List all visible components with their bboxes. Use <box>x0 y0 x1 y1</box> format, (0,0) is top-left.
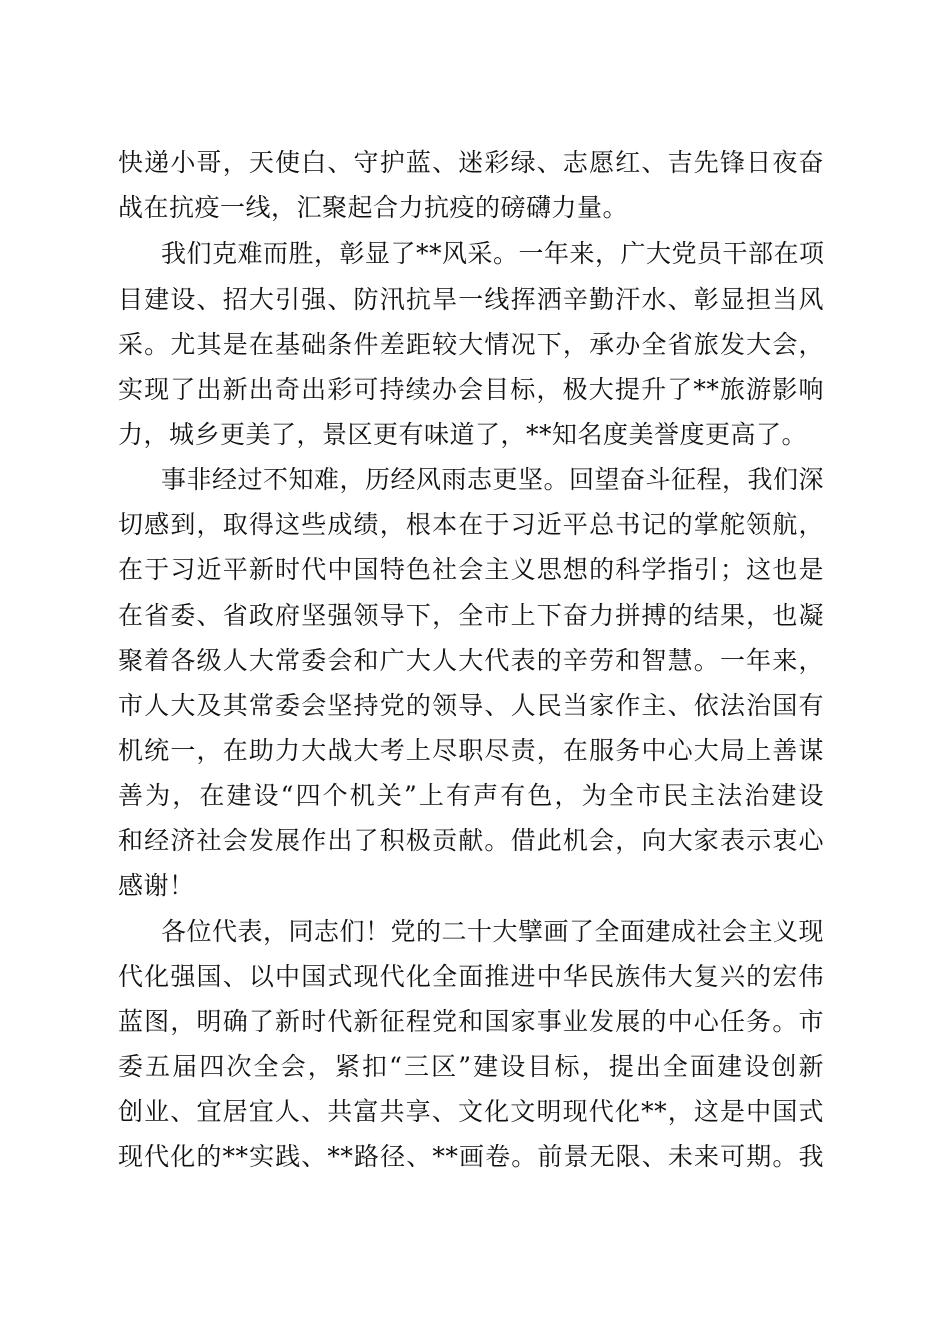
text-line: 创业、宜居宜人、共富共享、文化文明现代化**，这是中国式 <box>118 1097 824 1126</box>
text-line: 目建设、招大引强、防汛抗旱一线挥洒辛勤汗水、彰显担当风 <box>118 285 824 314</box>
text-line: 机统一，在助力大战大考上尽职尽责，在服务中心大局上善谋 <box>118 736 824 765</box>
paragraph-first-line: 各位代表，同志们！党的二十大擘画了全面建成社会主义现 <box>161 917 825 946</box>
text-line: 切感到，取得这些成绩，根本在于习近平总书记的掌舵领航， <box>118 510 824 539</box>
text-line: 快递小哥，天使白、守护蓝、迷彩绿、志愿红、吉先锋日夜奋 <box>118 148 824 177</box>
text-line: 战在抗疫一线，汇聚起合力抗疫的磅礴力量。 <box>118 193 629 222</box>
text-line: 实现了出新出奇出彩可持续办会目标，极大提升了**旅游影响 <box>118 375 824 404</box>
text-line: 感谢！ <box>118 871 195 900</box>
text-line: 在于习近平新时代中国特色社会主义思想的科学指引；这也是 <box>118 555 824 584</box>
text-line: 采。尤其是在基础条件差距较大情况下，承办全省旅发大会， <box>118 330 824 359</box>
text-line: 委五届四次全会，紧扣“三区”建设目标，提出全面建设创新 <box>118 1052 824 1081</box>
text-line: 代化强国、以中国式现代化全面推进中华民族伟大复兴的宏伟 <box>118 962 824 991</box>
text-line: 力，城乡更美了，景区更有味道了，**知名度美誉度更高了。 <box>118 420 808 449</box>
paragraph-first-line: 我们克难而胜，彰显了**风采。一年来，广大党员干部在项 <box>161 239 825 268</box>
text-line: 和经济社会发展作出了积极贡献。借此机会，向大家表示衷心 <box>118 826 824 855</box>
text-line: 善为，在建设“四个机关”上有声有色，为全市民主法治建设 <box>118 781 824 810</box>
text-line: 蓝图，明确了新时代新征程党和国家事业发展的中心任务。市 <box>118 1007 824 1036</box>
text-line: 在省委、省政府坚强领导下，全市上下奋力拼搏的结果，也凝 <box>118 601 824 630</box>
text-line: 聚着各级人大常委会和广大人大代表的辛劳和智慧。一年来， <box>118 646 824 675</box>
paragraph-first-line: 事非经过不知难，历经风雨志更坚。回望奋斗征程，我们深 <box>161 465 825 494</box>
text-line: 市人大及其常委会坚持党的领导、人民当家作主、依法治国有 <box>118 691 824 720</box>
text-line: 现代化的**实践、**路径、**画卷。前景无限、未来可期。我 <box>118 1142 824 1171</box>
